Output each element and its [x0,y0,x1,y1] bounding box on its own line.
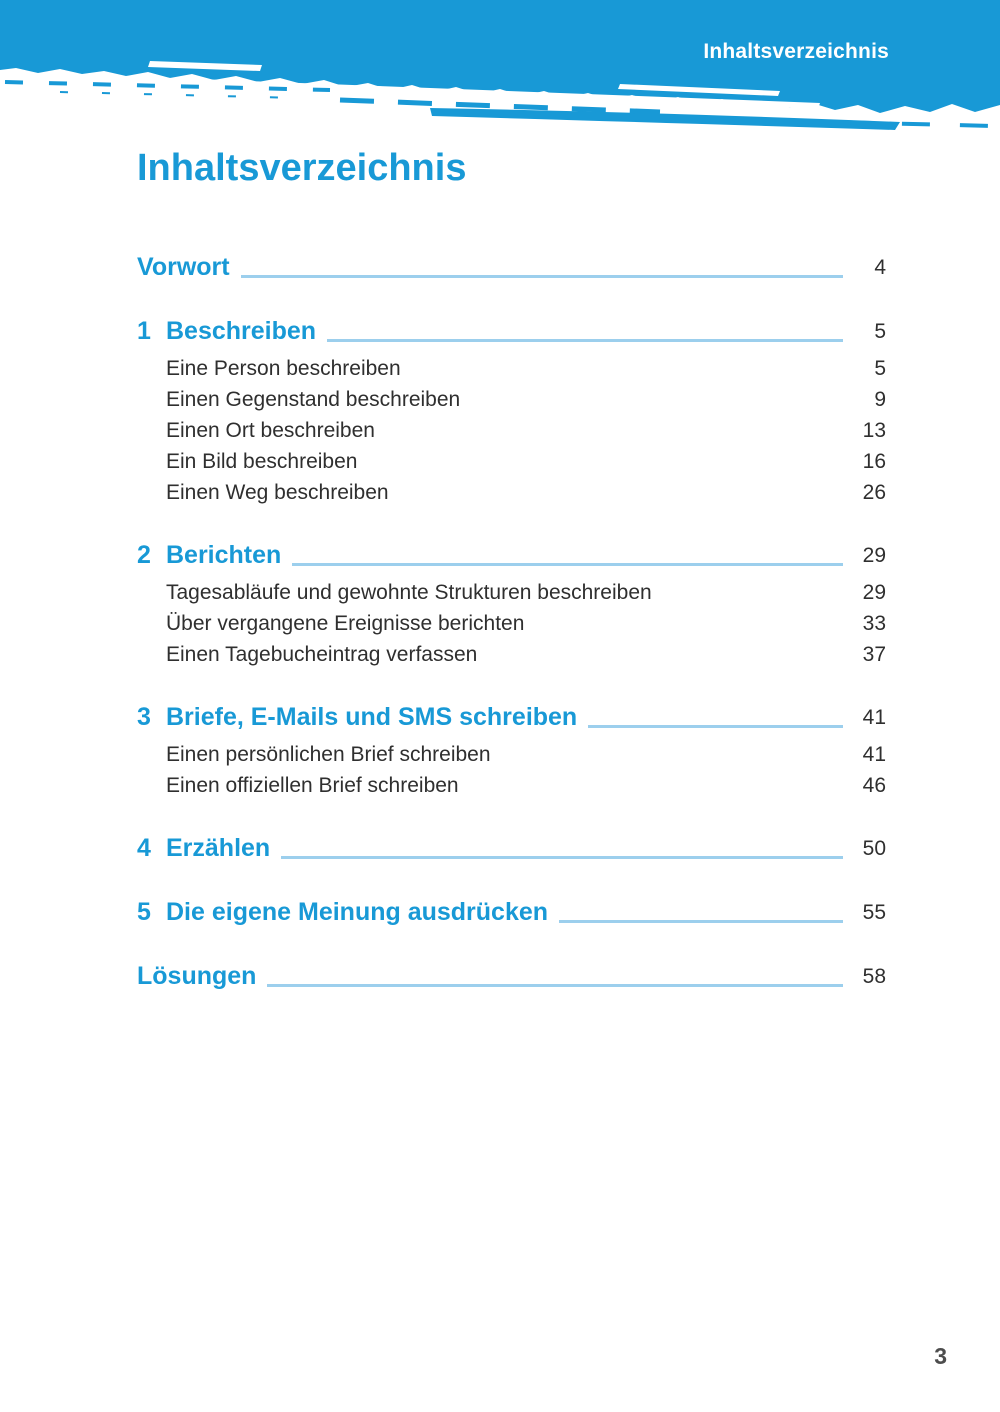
toc-sub-row [137,353,886,384]
toc-entry-label: Einen offiziellen Brief schreiben [166,774,459,797]
toc-heading-row [137,700,886,734]
page-number: 26 [862,481,886,504]
chapter-title: Lösungen [137,962,257,990]
toc-entry-label: Über vergangene Ereignisse berichten [166,612,525,635]
toc-heading-row [137,538,886,572]
page-number: 58 [862,965,886,988]
chapter-title: Vorwort [137,253,230,281]
toc-sub-row [137,415,886,446]
page-number: 46 [862,774,886,797]
chapter-title: Erzählen [166,834,271,862]
page-number: 5 [874,320,886,343]
toc-sub-row [137,770,886,801]
page-number: 29 [862,544,886,567]
toc-entry-label: Einen Gegenstand beschreiben [166,388,461,411]
toc-entry-label: Eine Person beschreiben [166,357,401,380]
page-number: 9 [874,388,886,411]
toc-sub-row [137,446,886,477]
page-number: 50 [862,837,886,860]
leader-line [559,920,843,923]
leader-line [292,563,843,566]
toc-entry-label: Tagesabläufe und gewohnte Strukturen beschreiben [166,581,652,604]
footer-page-number: 3 [934,1343,947,1369]
leader-line [327,339,843,342]
chapter-title: Berichten [166,541,282,569]
toc-heading-row [137,895,886,929]
toc-entry-label: Einen persönlichen Brief schreiben [166,743,491,766]
toc-content [137,146,886,998]
chapter-number: 1 [137,317,151,345]
toc-heading-row [137,831,886,865]
chapter-number: 5 [137,898,151,926]
toc-sub-row [137,739,886,770]
brush-stroke-graphic [0,0,1000,135]
toc-heading-row [137,959,886,993]
page-number: 37 [862,643,886,666]
header-band [0,0,1000,135]
page-number: 29 [862,581,886,604]
page-number: 41 [862,706,886,729]
toc-list [137,250,886,993]
chapter-number: 4 [137,834,151,862]
toc-heading-row [137,314,886,348]
leader-line [281,856,843,859]
toc-sub-row [137,577,886,608]
leader-line [241,275,843,278]
running-header-title: Inhaltsverzeichnis [703,40,889,63]
chapter-number: 2 [137,541,151,569]
toc-sub-row [137,384,886,415]
toc-heading-row [137,250,886,284]
page-number: 16 [862,450,886,473]
page-title: Inhaltsverzeichnis [137,147,467,189]
chapter-title: Die eigene Meinung ausdrücken [166,898,549,926]
toc-entry-label: Einen Tagebucheintrag verfassen [166,643,478,666]
toc-sub-row [137,608,886,639]
chapter-title: Beschreiben [166,317,317,345]
page-number: 41 [862,743,886,766]
page-number: 4 [874,256,886,279]
toc-entry-label: Ein Bild beschreiben [166,450,358,473]
toc-sub-row [137,477,886,508]
chapter-title: Briefe, E-Mails und SMS schreiben [166,703,578,731]
toc-entry-label: Einen Ort beschreiben [166,419,375,442]
page-number: 55 [862,901,886,924]
page-number: 33 [862,612,886,635]
chapter-number: 3 [137,703,151,731]
leader-line [588,725,843,728]
page-number: 13 [862,419,886,442]
leader-line [267,984,843,987]
toc-sub-row [137,639,886,670]
page-number: 5 [874,357,886,380]
toc-entry-label: Einen Weg beschreiben [166,481,389,504]
